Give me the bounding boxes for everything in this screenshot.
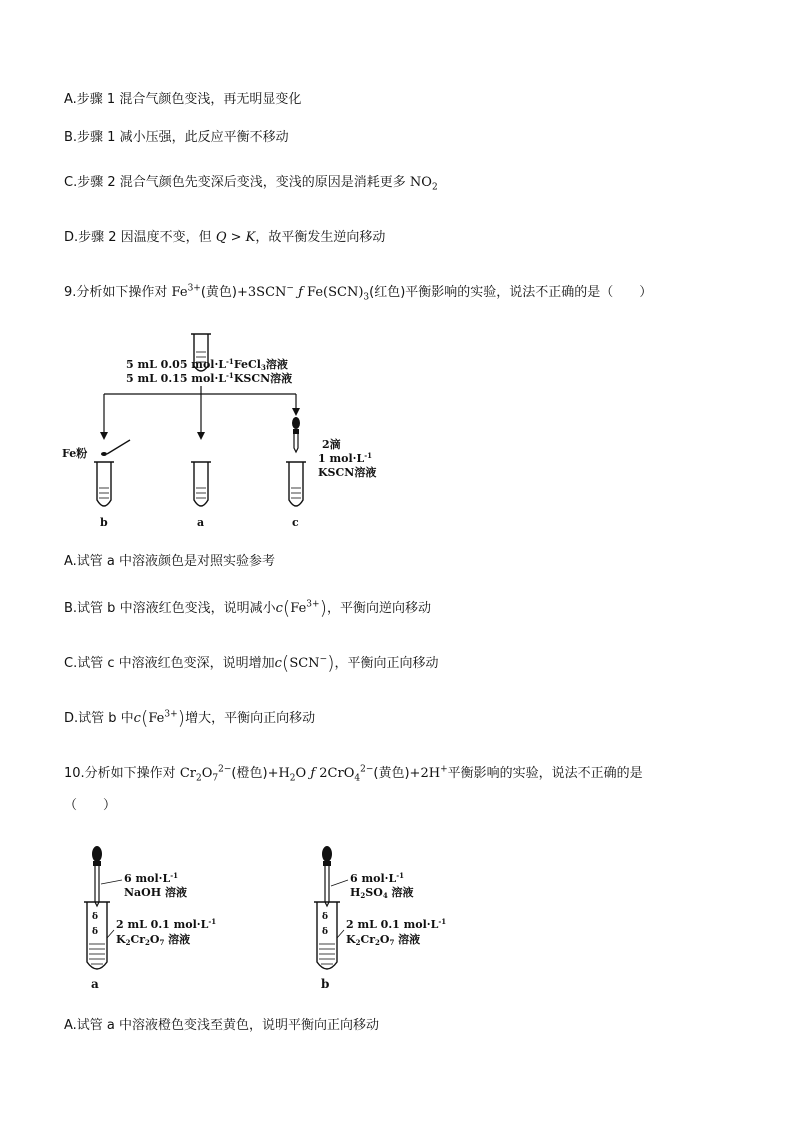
q9-option-d: D.试管 b 中$c(Fe^{3+})$增大，平衡向正向移动 xyxy=(64,707,316,729)
svg-text:δ: δ xyxy=(92,912,99,922)
equilibrium-arrow-icon: ƒ xyxy=(293,285,308,300)
b-solution-conc-label: 2 mL 0.1 $mol\cdot L^{-1}$ xyxy=(346,917,447,931)
kscn-label: 5 mL 0.15 $mol\cdot L^{-1}KSCN$溶液 xyxy=(126,371,293,385)
concentration-symbol: c xyxy=(275,601,283,616)
q10-stem xyxy=(64,764,643,784)
q10-figure-b xyxy=(302,840,502,1000)
q9-complex: $Fe(SCN)_3$ xyxy=(307,285,370,303)
hydrogen-ion-formula: +2H+ xyxy=(409,764,448,781)
dropper-icon xyxy=(92,846,102,906)
test-tube-a-icon xyxy=(191,462,211,506)
q9-option-c-text2: ，平衡向正向移动 xyxy=(334,656,439,671)
fe-ion: Fe xyxy=(290,601,307,616)
test-tube-b-icon xyxy=(94,462,114,506)
q9-yellow: (黄色) xyxy=(200,285,237,300)
q8-option-d-text: D.步骤 2 因温度不变，但 xyxy=(64,230,216,245)
dichromate-formula: $Cr_2O_7^{2-}$ xyxy=(179,764,232,784)
q9-option-b: B.试管 b 中溶液红色变浅，说明减小$c(Fe^{3+})$，平衡向逆向移动 xyxy=(64,597,432,619)
q8-option-a: A.步骤 1 混合气颜色变浅，再无明显变化 xyxy=(64,92,302,107)
water-formula: $+H_2O$ xyxy=(267,766,307,784)
q9-option-c-text: C.试管 c 中溶液红色变深，说明增加 xyxy=(64,656,275,671)
q10-stem-intro: 10.分析如下操作对 xyxy=(64,766,180,781)
q9-stem xyxy=(64,283,652,303)
q10-option-a: A.试管 a 中溶液橙色变浅至黄色，说明平衡向正向移动 xyxy=(64,1018,380,1033)
fecl3-label: 5 mL 0.05 $mol\cdot L^{-1}FeCl3$溶液 xyxy=(126,357,288,372)
fe-ion: Fe xyxy=(148,711,165,726)
q9-experiment-figure xyxy=(60,330,390,535)
q9-option-b-text: B.试管 b 中溶液红色变浅，说明减小 xyxy=(64,601,276,616)
q9-option-d-text: D.试管 b 中 xyxy=(64,711,134,726)
concentration-symbol: c xyxy=(133,711,141,726)
q9-scn: +3SCN− xyxy=(237,283,294,300)
naoh-reagent-label: NaOH 溶液 xyxy=(124,886,187,899)
tube-b-label: b xyxy=(100,516,108,529)
equilibrium-arrow-icon: ƒ xyxy=(306,766,320,781)
b-solution-label: K2Cr2O7 溶液 xyxy=(346,933,421,947)
tube-b-label: b xyxy=(321,977,330,991)
tube-c-label: c xyxy=(292,516,299,529)
test-tube-b-icon xyxy=(314,902,340,969)
q10-stem-question: 平衡影响的实验，说法不正确的是 xyxy=(447,766,643,781)
dropper-icon xyxy=(322,846,332,906)
test-tube-c-icon xyxy=(286,462,306,506)
q9-stem-intro: 9.分析如下操作对 xyxy=(64,285,172,300)
a-solution-label: K2Cr2O7 溶液 xyxy=(116,933,191,947)
naoh-conc-label: 6 $mol\cdot L^{-1}$ xyxy=(124,871,178,885)
drops-conc-label: 1 $mol\cdot L^{-1}$ xyxy=(318,451,372,465)
dropper-icon xyxy=(292,417,300,452)
q9-equation: $Fe^{3+}$ xyxy=(171,283,201,300)
h2so4-reagent-label: H2SO4 溶液 xyxy=(350,886,414,900)
q8-option-c-text: C.步骤 2 混合气颜色先变深后变浅，变浅的原因是消耗更多 xyxy=(64,175,410,190)
q10-orange: (橙色) xyxy=(231,766,268,781)
fe-powder-label: Fe粉 xyxy=(62,447,88,460)
spatula-icon xyxy=(101,440,130,456)
q9-option-d-text2: 增大，平衡向正向移动 xyxy=(185,711,316,726)
q9-stem-question: 平衡影响的实验，说法不正确的是（ ） xyxy=(405,285,653,300)
q9-option-c: C.试管 c 中溶液红色变深，说明增加c(SCN−)，平衡向正向移动 xyxy=(64,652,439,674)
svg-text:δ: δ xyxy=(322,912,329,922)
q8-option-b: B.步骤 1 减小压强，此反应平衡不移动 xyxy=(64,130,289,145)
q10-yellow: (黄色) xyxy=(373,766,410,781)
test-tube-a-icon xyxy=(84,902,110,969)
drops-reagent-label: KSCN溶液 xyxy=(318,466,377,479)
chromate-formula: 2CrO$_4^{2-}$ xyxy=(319,764,374,784)
q8-option-c xyxy=(64,173,438,193)
tube-a-label: a xyxy=(197,516,205,529)
h2so4-conc-label: 6 $mol\cdot L^{-1}$ xyxy=(350,871,404,885)
tube-a-label: a xyxy=(91,977,99,991)
drops-label: 2滴 xyxy=(322,438,341,451)
concentration-symbol: c xyxy=(274,656,282,671)
q9-option-a: A.试管 a 中溶液颜色是对照实验参考 xyxy=(64,554,276,569)
q8-option-d xyxy=(64,228,385,248)
q-k-math: Q > K xyxy=(215,230,256,245)
q9-option-b-text2: ，平衡向逆向移动 xyxy=(327,601,432,616)
no2-formula: $NO_2$ xyxy=(409,175,438,193)
q10-stem-parens: （ ） xyxy=(64,798,117,813)
svg-text:δ: δ xyxy=(92,927,99,937)
svg-text:δ: δ xyxy=(322,927,329,937)
q9-red: (红色) xyxy=(369,285,406,300)
q8-option-d-text2: ，故平衡发生逆向移动 xyxy=(255,230,386,245)
a-solution-conc-label: 2 mL 0.1 $mol\cdot L^{-1}$ xyxy=(116,917,217,931)
q10-figure-a xyxy=(70,840,270,1000)
scn-ion: SCN xyxy=(289,656,320,671)
